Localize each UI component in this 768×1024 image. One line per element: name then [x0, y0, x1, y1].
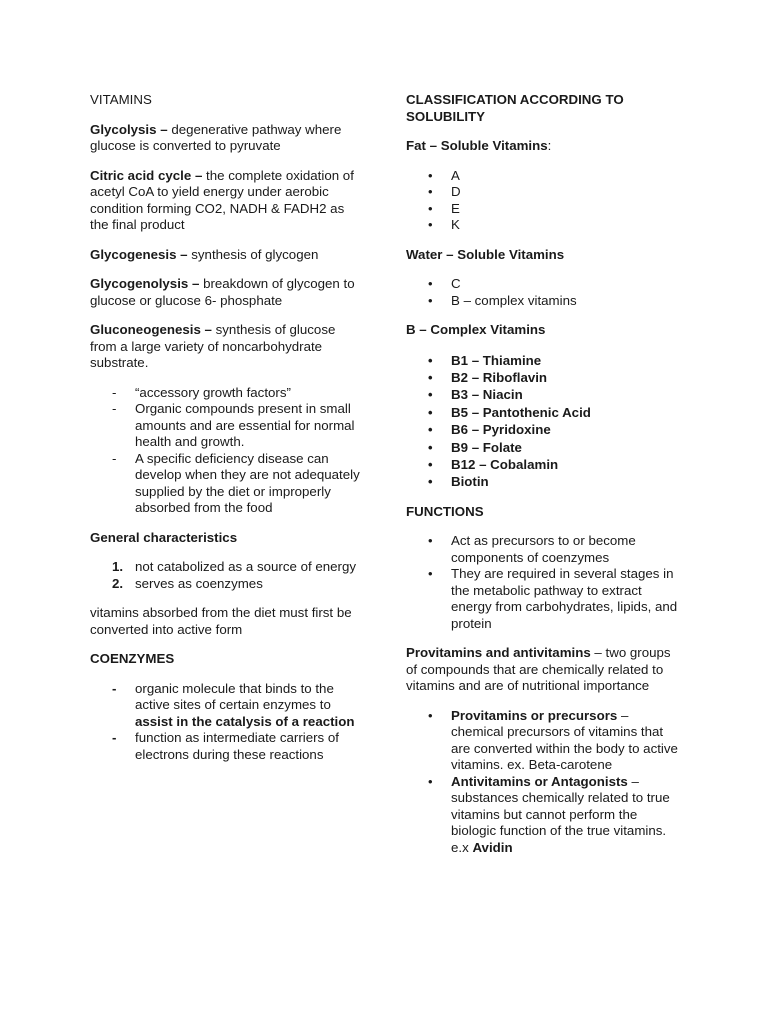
definition-text: breakdown of glycogen to glucose or glucose 6- phosphate: [90, 276, 355, 308]
list-item-text: B6 – Pyridoxine: [451, 422, 551, 438]
list-item-text: C: [451, 276, 461, 291]
list-item-text: B2 – Riboflavin: [451, 369, 548, 385]
bullet-marker: •: [428, 352, 433, 368]
bullet-marker: •: [428, 276, 433, 291]
list-item-text: D: [451, 184, 461, 199]
list-item: [406, 774, 678, 857]
definition-term: Glycolysis –: [90, 121, 168, 137]
provitamins-paragraph: [406, 645, 678, 695]
definition-text: synthesis of glucose from a large variety of noncarbohydrate substrate.: [90, 322, 336, 370]
list-item: [406, 566, 678, 632]
definition-term: Citric acid cycle –: [90, 167, 203, 183]
list-item: [406, 276, 678, 293]
bullet-marker: •: [428, 184, 433, 199]
provitamins-list: [406, 708, 678, 857]
list-item-text: They are required in several stages in the metabolic pathway to extract energy from carbohydrates, lipids, and protein: [451, 566, 678, 631]
heading-colon: :: [547, 138, 552, 153]
water-soluble-list: [406, 276, 678, 309]
list-item-text: “accessory growth factors”: [135, 384, 291, 400]
bullet-marker: •: [428, 456, 433, 472]
bullet-marker: •: [428, 422, 433, 438]
list-item-text: B12 – Cobalamin: [451, 456, 559, 472]
list-item: [90, 451, 365, 517]
bullet-marker: •: [428, 566, 433, 582]
list-item-bold-text: assist in the catalysis of a reaction: [135, 713, 355, 729]
list-item: [406, 404, 678, 421]
list-item-term: Provitamins or precursors: [451, 707, 618, 723]
heading-text: CLASSIFICATION ACCORDING TO SOLUBILITY: [406, 92, 624, 124]
definition-glycogenolysis: [90, 276, 365, 309]
list-item: [406, 439, 678, 456]
list-item: [90, 576, 365, 593]
list-item: [406, 421, 678, 438]
definition-text: the complete oxidation of acetyl CoA to yield energy under aerobic condition forming CO2, NADH & FADH2 as the final product: [90, 167, 354, 232]
bullet-marker: •: [428, 773, 433, 789]
functions-list: [406, 533, 678, 632]
definition-glycolysis: [90, 122, 365, 155]
list-item: [406, 369, 678, 386]
bullet-marker: •: [428, 167, 433, 183]
list-item: [406, 352, 678, 369]
heading-text: General characteristics: [90, 529, 238, 545]
dash-marker: -: [112, 450, 117, 466]
functions-heading: [406, 504, 678, 521]
list-item-text: – substances chemically related to true vitamins but cannot perform the biologic function of the true vitamins. e.x: [451, 773, 670, 855]
heading-text: COENZYMES: [90, 651, 175, 666]
list-item-text: Organic compounds present in small amounts and are essential for normal health and growth.: [135, 401, 355, 449]
definition-text: synthesis of glycogen: [187, 246, 319, 262]
list-item: [406, 456, 678, 473]
list-item: [90, 385, 365, 402]
list-item: [406, 473, 678, 490]
list-item: [406, 293, 678, 310]
list-item-text: K: [451, 217, 460, 232]
list-item: [406, 217, 678, 234]
definition-citric-acid-cycle: [90, 168, 365, 234]
coenzymes-heading: [90, 651, 365, 668]
list-item: [406, 386, 678, 403]
list-item: [406, 184, 678, 201]
definition-text: degenerative pathway where glucose is converted to pyruvate: [90, 121, 342, 153]
b-complex-heading: [406, 322, 678, 339]
dash-marker: -: [112, 384, 117, 400]
dash-marker: -: [112, 680, 117, 696]
number-marker: 1.: [112, 559, 124, 574]
list-item-text: B9 – Folate: [451, 439, 522, 455]
list-item-text: E: [451, 200, 460, 216]
document-title: VITAMINS: [90, 92, 152, 107]
list-item-text: B – complex vitamins: [451, 292, 577, 308]
list-item: [90, 681, 365, 731]
bullet-marker: •: [428, 217, 433, 232]
list-item: [90, 730, 365, 763]
general-characteristics-list: [90, 559, 365, 592]
list-item: [406, 533, 678, 566]
list-item-term: Antivitamins or Antagonists: [451, 773, 628, 789]
list-item-text: – chemical precursors of vitamins that are converted within the body to active vitamins. ex. Beta-carotene: [451, 707, 678, 773]
list-item: [406, 201, 678, 218]
list-item-text: B3 – Niacin: [451, 387, 523, 403]
bullet-marker: •: [428, 533, 433, 549]
list-item-text: organic molecule that binds to the active sites of certain enzymes to: [135, 680, 334, 712]
definition-text: – two groups of compounds that are chemically related to vitamins and are of nutritional importance: [406, 645, 671, 694]
coenzymes-list: [90, 681, 365, 764]
bullet-marker: •: [428, 474, 433, 490]
heading-text: Fat – Soluble Vitamins: [406, 138, 548, 153]
left-column: [90, 92, 365, 763]
dash-marker: -: [112, 730, 117, 745]
list-item-text: serves as coenzymes: [135, 575, 263, 591]
classification-heading: [406, 92, 678, 125]
list-item-text: B5 – Pantothenic Acid: [451, 404, 591, 420]
absorbed-paragraph: vitamins absorbed from the diet must first be converted into active form: [90, 605, 352, 637]
bullet-marker: •: [428, 707, 433, 723]
definition-term: Provitamins and antivitamins: [406, 645, 591, 661]
bullet-marker: •: [428, 292, 433, 308]
dash-marker: -: [112, 401, 117, 416]
list-item-text: function as intermediate carriers of electrons during these reactions: [135, 730, 339, 762]
general-characteristics-heading: [90, 530, 365, 547]
heading-text: B – Complex Vitamins: [406, 322, 546, 337]
list-item-bold-text: Avidin: [472, 839, 513, 855]
bullet-marker: •: [428, 439, 433, 455]
definition-gluconeogenesis: [90, 322, 365, 372]
bullet-marker: •: [428, 369, 433, 385]
fat-soluble-heading: [406, 138, 678, 155]
fat-soluble-list: [406, 168, 678, 234]
definition-glycogenesis: [90, 247, 365, 264]
list-item-text: B1 – Thiamine: [451, 352, 542, 368]
heading-text: Water – Soluble Vitamins: [406, 246, 565, 262]
definition-term: Glycogenesis –: [90, 246, 188, 262]
list-item: [406, 708, 678, 774]
heading-text: FUNCTIONS: [406, 503, 484, 519]
b-complex-list: [406, 352, 678, 491]
vitamin-description-list: [90, 385, 365, 517]
list-item: [90, 401, 365, 451]
bullet-marker: •: [428, 387, 433, 403]
list-item-text: not catabolized as a source of energy: [135, 559, 357, 574]
bullet-marker: •: [428, 200, 433, 216]
water-soluble-heading: [406, 247, 678, 264]
right-column: [406, 92, 678, 856]
list-item-text: A: [451, 167, 460, 183]
list-item: [90, 559, 365, 576]
bullet-marker: •: [428, 404, 433, 420]
list-item-text: Act as precursors to or become components of coenzymes: [451, 533, 636, 565]
list-item: [406, 168, 678, 185]
definition-term: Glycogenolysis –: [90, 276, 200, 291]
number-marker: 2.: [112, 575, 124, 591]
list-item-text: Biotin: [451, 474, 489, 490]
list-item-text: A specific deficiency disease can develop when they are not adequately supplied by the diet or improperly absorbed from the food: [135, 450, 360, 515]
definition-term: Gluconeogenesis –: [90, 322, 212, 337]
